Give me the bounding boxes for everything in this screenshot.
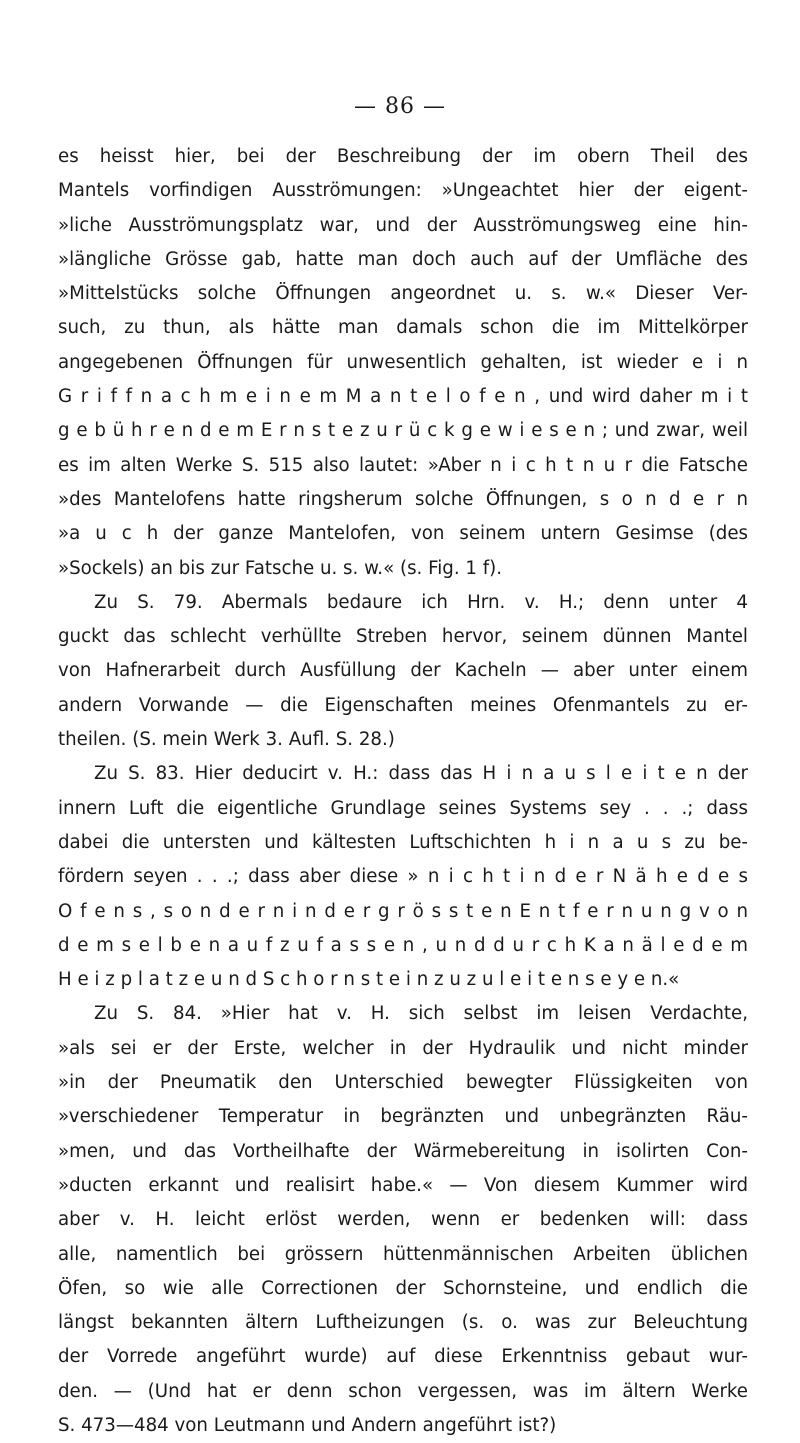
text-line: »men, und das Vortheilhafte der Wärmebereitung in isolirten Con- bbox=[58, 1140, 748, 1162]
text-line: »Sockels) an bis zur Fatsche u. s. w.« (s. Fig. 1 f). bbox=[58, 557, 503, 579]
text-line: H e i z p l a t z e u n d S c h o r n s t e i n z u z u l e i t e n s e y e n.« bbox=[58, 969, 680, 991]
text-line: innern Luft die eigentliche Grundlage seines Systems sey . . .; dass bbox=[58, 797, 748, 819]
text-line: »ducten erkannt und realisirt habe.« — Von diesem Kummer wird bbox=[58, 1174, 748, 1196]
text-line: »in der Pneumatik den Unterschied bewegter Flüssigkeiten von bbox=[58, 1072, 748, 1094]
text-line: von Hafnerarbeit durch Ausfüllung der Kacheln — aber unter einem bbox=[58, 660, 748, 682]
text-line: aber v. H. leicht erlöst werden, wenn er bedenken will: dass bbox=[58, 1209, 748, 1231]
text-line: Mantels vorfindigen Ausströmungen: »Ungeachtet hier der eigent- bbox=[58, 180, 748, 202]
text-line: »als sei er der Erste, welcher in der Hydraulik und nicht minder bbox=[58, 1037, 748, 1059]
text-line: alle, namentlich bei grössern hüttenmännischen Arbeiten üblichen bbox=[58, 1243, 748, 1265]
text-line: dabei die untersten und kältesten Luftschichten h i n a u s zu be- bbox=[58, 831, 748, 853]
text-line: es im alten Werke S. 515 also lautet: »Aber n i c h t n u r die Fatsche bbox=[58, 454, 748, 476]
text-line: G r i f f n a c h m e i n e m M a n t e l o f e n , und wird daher m i t bbox=[58, 386, 748, 408]
text-line: g e b ü h r e n d e m E r n s t e z u r ü c k g e w i e s e n ; und zwar, weil bbox=[58, 420, 748, 442]
page-number: — 86 — bbox=[354, 94, 446, 119]
text-line: »längliche Grösse gab, hatte man doch auch auf der Umfläche des bbox=[58, 248, 748, 270]
text-line: Zu S. 84. »Hier hat v. H. sich selbst im leisen Verdachte, bbox=[94, 1003, 748, 1025]
text-line: »des Mantelofens hatte ringsherum solche Öffnungen, s o n d e r n bbox=[58, 488, 748, 510]
text-line: den. — (Und hat er denn schon vergessen, was im ältern Werke bbox=[58, 1380, 748, 1402]
text-line: »a u c h der ganze Mantelofen, von seinem untern Gesimse (des bbox=[58, 523, 748, 545]
text-line: es heisst hier, bei der Beschreibung der im obern Theil des bbox=[58, 146, 748, 167]
text-line: längst bekannten ältern Luftheizungen (s. o. was zur Beleuchtung bbox=[58, 1312, 748, 1334]
text-line: O f e n s , s o n d e r n i n d e r g r ö s s t e n E n t f e r n u n g v o n bbox=[58, 900, 748, 922]
body-text bbox=[58, 140, 748, 1443]
text-line: der Vorrede angeführt wurde) auf diese Erkenntniss gebaut wur- bbox=[58, 1346, 748, 1368]
text-line: Zu S. 79. Abermals bedaure ich Hrn. v. H.; denn unter 4 bbox=[94, 591, 748, 613]
text-line: »Mittelstücks solche Öffnungen angeordnet u. s. w.« Dieser Ver- bbox=[58, 283, 748, 305]
text-line: angegebenen Öffnungen für unwesentlich gehalten, ist wieder e i n bbox=[58, 351, 748, 373]
text-line: such, zu thun, als hätte man damals schon die im Mittelkörper bbox=[58, 317, 748, 339]
text-line: S. 473—484 von Leutmann und Andern angeführt ist?) bbox=[58, 1414, 557, 1436]
text-line: »liche Ausströmungsplatz war, und der Ausströmungsweg eine hin- bbox=[58, 214, 748, 236]
text-line: Zu S. 83. Hier deducirt v. H.: dass das H i n a u s l e i t e n der bbox=[94, 763, 748, 785]
text-line: fördern seyen . . .; dass aber diese » n i c h t i n d e r N ä h e d e s bbox=[58, 866, 748, 888]
text-line: Öfen, so wie alle Correctionen der Schornsteine, und endlich die bbox=[58, 1277, 748, 1299]
text-line: andern Vorwande — die Eigenschaften meines Ofenmantels zu er- bbox=[58, 694, 748, 716]
text-line: d e m s e l b e n a u f z u f a s s e n , u n d d u r c h K a n ä l e d e m bbox=[58, 934, 748, 956]
text-line: guckt das schlecht verhüllte Streben hervor, seinem dünnen Mantel bbox=[58, 626, 748, 648]
text-line: theilen. (S. mein Werk 3. Aufl. S. 28.) bbox=[58, 729, 395, 751]
text-line: »verschiedener Temperatur in begränzten und unbegränzten Räu- bbox=[58, 1106, 748, 1128]
